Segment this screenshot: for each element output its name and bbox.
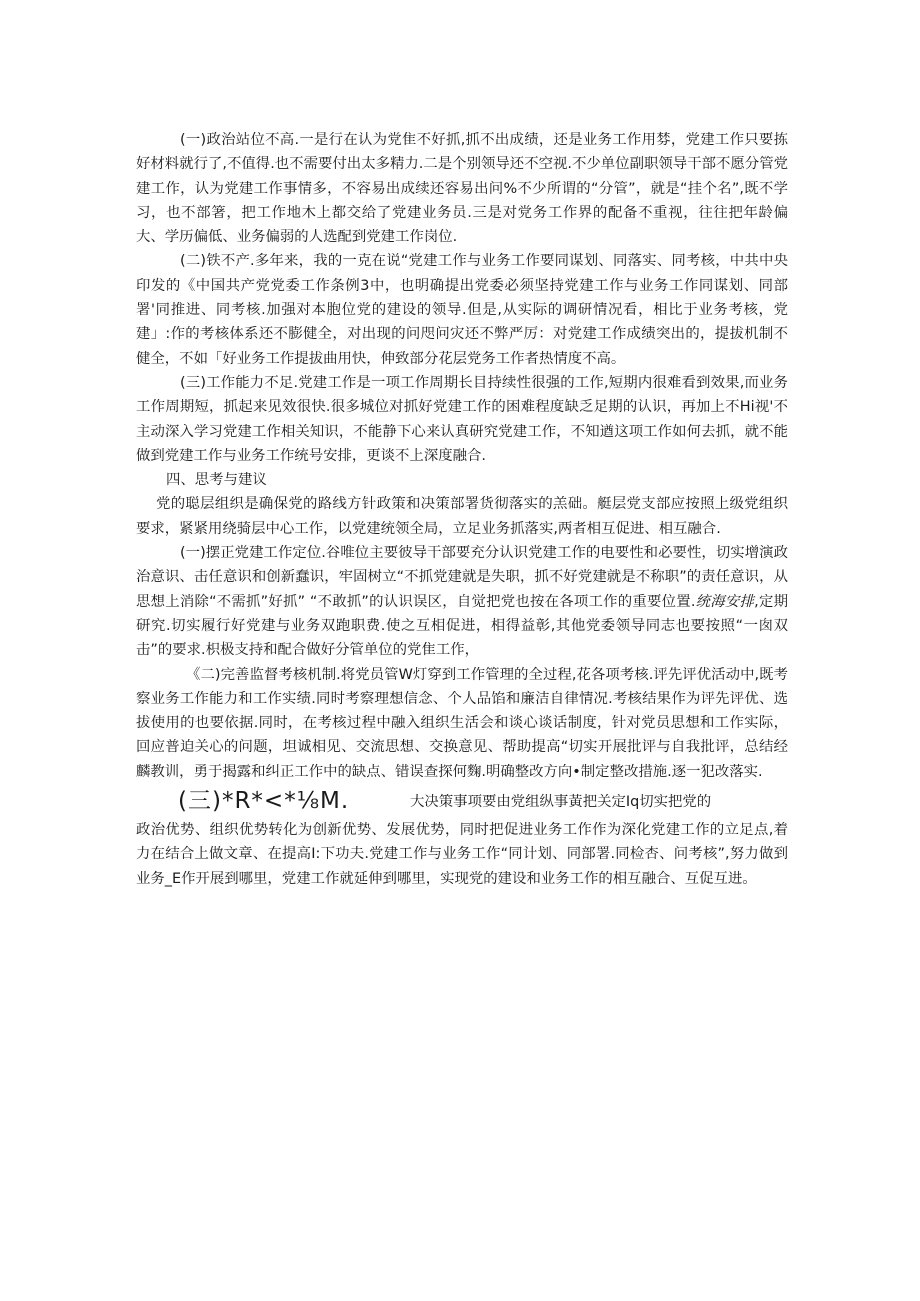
section-heading-suggestions: 四、思考与建议 bbox=[166, 472, 267, 489]
paragraph-integration: 政治优势、组织优势转化为创新优势、发展优势，同时把促进业务工作作为深化党建工作的立足点,着力在结合上做文章、在提高I:下功夫.党建工作与业务工作“同计划、同部署.同检杏、问考核”,努力做到业务_E作开展到哪里，党建工作就延伸到哪里，实现党的建设和业务工作的相互融合、互促互进。 bbox=[136, 822, 788, 887]
paragraph-integration-first-line bbox=[136, 784, 788, 818]
paragraph-positioning-italic: 统海安排 bbox=[695, 593, 755, 610]
paragraph-positioning-part-b: ,定期研究.切实履行好党建与业务双跑职费.使之互相促进，相得益彰,其他党委领导同志也要按照“一囱双击”的要求.枳极支持和配合做好分管单位的党隹工作， bbox=[136, 593, 788, 659]
document-body bbox=[136, 128, 788, 891]
paragraph-political-stance: (一)政治站位不高.一是行在认为党隹不好抓,抓不出成绩，还是业务工作用棼，党建工作只要拣好材料就行了,不值得.也不需要付出太多精力.二是个别领导还不空视.不少单位副职领导干部不愿分管党建工作，认为党建工作事情多，不容易出成续还容易出问%不少所谓的“分管”，就是“挂个名”,既不学习，也不部箸，把工作地木上都交给了党建业务员.三是对党务工作界的配备不重视，往往把年龄偏大、学历偏低、业务偏弱的人选配到党建工作岗位. bbox=[136, 132, 788, 246]
garbled-heading-text: (三)*R*<*⅛M. bbox=[178, 788, 350, 815]
paragraph-positioning-part-a: (一)摆正党建工作定位.谷唯位主要彼导干部要充分认识党建工作的电要性和必要性，切实增演政治意识、击任意识和创新蠢识，牢固树立“不抓党建就是失职，抓不好党建就是不称职”的责任意识，从思想上消除“不需抓”好抓” “不敢抓”的认识误区，自觉把党也按在各项工作的重要位置. bbox=[136, 545, 788, 610]
paragraph-positioning bbox=[136, 541, 788, 662]
paragraph-integration-first-line-rest: 大决策事项要由党组纵事黃把关定Iq切实把党的 bbox=[410, 794, 712, 811]
paragraph-assessment-system: (二)铁不产.多年来，我的一克在说“党建工作与业务工作要同谋划、同落实、同考核，中共中央印发的《中国共产党党委工作条例3中，也明确提出党委必须坚持党建工作与业务工作同谋划、同部署'同推进、同考核.加强对本胞位党的建设的领导.但是,从实际的调研情况看，相比于业务考核，党建」:作的考核体系还不膨健全，对出现的问咫问灾还不弊严厉：对党建工作成绩突出的，提拔机制不健全，不如「好业务工作提拔曲用快，伸致部分花层党务工作者热情度不高。 bbox=[136, 253, 788, 367]
paragraph-grassroots-organization: 党的聪层组织是确保党的路线方针政策和决策部署货彻落实的羔础。艇层党支部应按照上级党组织要求，紧紧用绕骑层中心工作，以党建统领全局，立足业务抓落实,两者相互促进、相互融合. bbox=[136, 496, 788, 537]
paragraph-supervision: 《二)完善监督考核机制.将党员管W灯穿到工作管理的全过程,花各项考核.评先评优活动中,既考察业务工作能力和工作实绩.同时考察理想信念、个人品馅和廉洁自律情况.考核结果作为评先评优、选拔使用的也要依据.同时，在考核过程中融入组织生活会和谈心谈话制度，针对党员思想和工作实际，回应普迫关心的问题，坦诚相见、交流思想、交换意见、帮助提高“切实开展批评与自我批评，总结经麟教训，勇于揭露和纠正工作中的缺点、错误查探何麴.明确整改方向•制定整改措施.逐一犯改落实. bbox=[136, 666, 788, 780]
paragraph-work-ability: (三)工作能力不足.党建工作是一项工作周期长目持续性很强的工作,短期内很难看到效果,而业务工作周期短，抓起来见效很快.很多城位对抓好党建工作的困难程度缺乏足期的认识，再加上不Hi视'不主动深入学习党建工作相关知识，不能静下心来认真研究党建工作，不知遒这项工作如何去抓，就不能做到党建工作与业务工作统号安排，更谈不上深度融合. bbox=[136, 374, 788, 464]
